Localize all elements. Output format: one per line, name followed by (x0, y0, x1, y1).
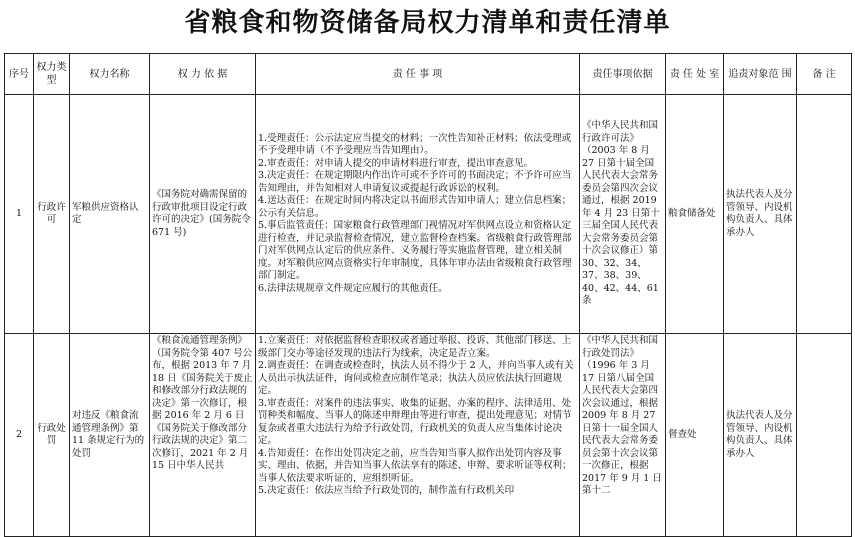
header-department: 责 任 处 室 (666, 54, 724, 95)
row-index: 1 (5, 95, 34, 334)
header-index: 序号 (5, 54, 34, 95)
row-remarks (797, 334, 852, 537)
responsibility-item: 1.立案责任：对依据监督检查职权或者通过举报、投诉、其他部门移送、上级部门交办等途径发现的违法行为线索，决定是否立案。 (258, 335, 572, 359)
row-name: 军粮供应资格认定 (70, 95, 150, 334)
responsibility-item: 5.事后监管责任：国家粮食行政管理部门视情况对军供网点设立和资格认定进行检查，并记录监督检查情况，建立监督检查档案。省级粮食行政管理部门对军供网点认定后的供应条件、义务履行等实施监督管理，建立相关制度。对军粮供应网点资格实行年审制度，具体年审办法由省级粮食行政管理部门制定。 (258, 220, 572, 282)
row-resp-basis: 《中华人民共和国行政许可法》（2003 年 8 月 27 日第十届全国人民代表大会常务委员会第四次会议通过，根据 2019 年 4 月 23 日第十三届全国人民代表大会常务委员会第十次会议修正）第30、32、34、37、38、39、40、42、44、61 条 (580, 95, 666, 334)
table-row (5, 95, 852, 334)
row-responsibility (256, 95, 580, 334)
responsibility-item: 4.告知责任：在作出处罚决定之前，应当告知当事人拟作出处罚内容及事实、理由、依据，并告知当事人依法享有的陈述、申辩、要求听证等权利；当事人依法要求听证的，应组织听证。 (258, 447, 572, 484)
row-type: 行政处罚 (34, 334, 70, 537)
table-row (5, 334, 852, 537)
responsibility-item: 2.调查责任：在调查或检查时，执法人员不得少于 2 人，并向当事人或有关人员出示执法证件，询问或检查应制作笔录；执法人员应依法执行回避规定。 (258, 360, 574, 396)
row-accountable: 执法代表人及分管领导、内设机构负责人、具体承办人 (724, 95, 797, 334)
row-resp-basis-text: 《中华人民共和国行政处罚法》（1996 年 3 月 17 日第八届全国人民代表大会第四次会议通过，根据 2009 年 8 月 27 日第十一届全国人民代表大会常务委员会第十次会议第一次修正，根据 2017 年 9 月 1 日第十二 (582, 335, 662, 496)
row-department: 粮食储备处 (666, 95, 724, 334)
responsibility-item: 3.审查责任：对案件的违法事实、收集的证据、办案的程序、法律适用、处罚种类和幅度、当事人的陈述申辩理由等进行审查，提出处理意见；对情节复杂或者重大违法行为给予行政处罚，行政机关的负责人应当集体讨论决定。 (258, 397, 572, 446)
header-remarks: 备 注 (797, 54, 852, 95)
responsibility-item: 4.送达责任：在规定时间内将决定以书面形式告知申请人；建立信息档案；公示有关信息。 (258, 195, 572, 219)
responsibility-item: 3.决定责任：在规定期限内作出许可或不予许可的书面决定；不予许可应当告知理由，并告知相对人申请复议或提起行政诉讼的权利。 (258, 170, 572, 194)
row-responsibility (256, 334, 580, 537)
row-type: 行政许可 (34, 95, 70, 334)
responsibility-item: 2.审查责任：对申请人提交的申请材料进行审查，提出审查意见。 (258, 157, 534, 169)
header-accountable: 追责对象范 围 (724, 54, 797, 95)
header-responsibility: 责 任 事 项 (256, 54, 580, 95)
responsibility-item: 6.法律法规规章文件规定应履行的其他责任。 (258, 282, 448, 294)
row-basis (150, 334, 256, 537)
row-basis: 《国务院对确需保留的行政审批项目设定行政许可的决定》(国务院令 671 号) (150, 95, 256, 334)
power-responsibility-table (4, 53, 852, 537)
row-resp-basis (580, 334, 666, 537)
page-title: 省粮食和物资储备局权力清单和责任清单 (184, 8, 671, 38)
row-index: 2 (5, 334, 34, 537)
responsibility-item: 1.受理责任：公示法定应当提交的材料；一次性告知补正材料；依法受理或不予受理申请（不予受理应当告知理由）。 (258, 132, 572, 157)
table-header-row (5, 54, 852, 95)
row-basis-text: 《粮食流通管理条例》（国务院令第 407 号公布，根据 2013 年 7 月 18 日《国务院关于废止和修改部分行政法规的决定》第一次修订，根据 2016 年 2 月 6 日《国务院关于修改部分行政法规的决定》第二次修订，2021 年 2 月 15 日中华人民共 (152, 335, 253, 471)
header-type: 权力类型 (34, 54, 70, 95)
row-department: 督查处 (666, 334, 724, 537)
row-accountable: 执法代表人及分管领导、内设机构负责人、具体承办人 (724, 334, 797, 537)
row-name: 对违反《粮食流通管理条例》第 11 条规定行为的处罚 (70, 334, 150, 537)
row-remarks (797, 95, 852, 334)
header-resp-basis: 责任事项依据 (580, 54, 666, 95)
header-name: 权力名称 (70, 54, 150, 95)
header-basis: 权 力 依 据 (150, 54, 256, 95)
responsibility-item: 5.决定责任：依法应当给予行政处罚的，制作盖有行政机关印 (258, 485, 515, 496)
